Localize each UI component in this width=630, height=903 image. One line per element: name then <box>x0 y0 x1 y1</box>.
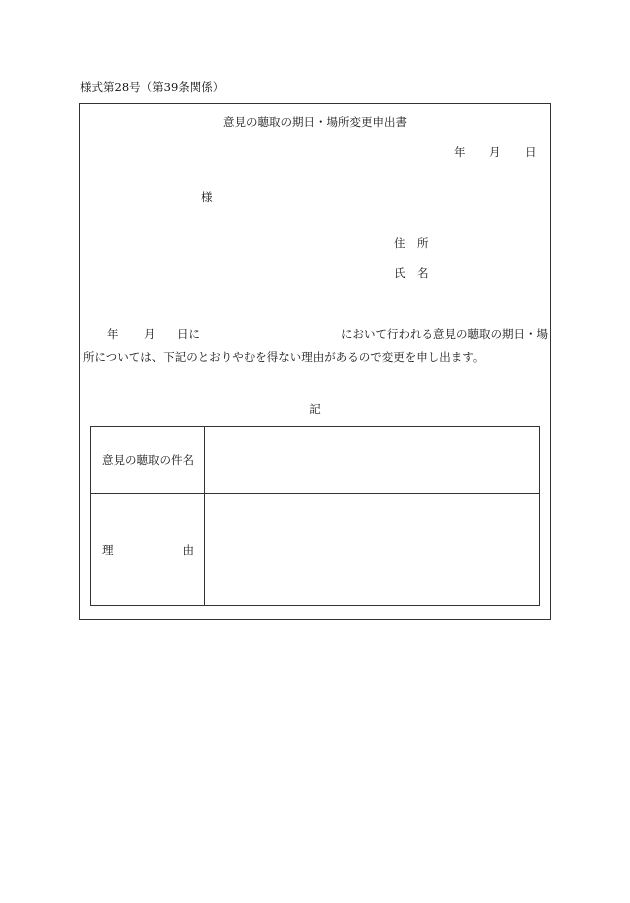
body-text-line-1: において行われる意見の聴取の期日・場 <box>341 327 548 341</box>
body-text-line-2: 所については、下記のとおりやむを得ない理由があるので変更を申し出ます。 <box>83 350 485 364</box>
details-table <box>90 426 540 606</box>
addressee-suffix: 様 <box>201 190 213 204</box>
date-month-label: 月 <box>489 145 501 159</box>
body-year-label: 年 <box>107 327 119 341</box>
reason-label-char-2: 由 <box>182 542 194 557</box>
reason-value-cell <box>205 494 540 606</box>
address-label-char-1: 住 <box>394 236 406 250</box>
date-day-label: 日 <box>525 145 537 159</box>
hearing-name-label-cell <box>91 427 205 494</box>
ki-heading: 記 <box>309 402 321 416</box>
name-label-char-2: 名 <box>417 266 429 280</box>
hearing-name-value-cell <box>205 427 540 494</box>
table-row-reason <box>91 494 540 606</box>
name-label-char-1: 氏 <box>394 266 406 280</box>
address-label-char-2: 所 <box>417 236 429 250</box>
reason-label-char-1: 理 <box>102 542 114 557</box>
date-year-label: 年 <box>454 145 466 159</box>
reason-label <box>91 542 204 558</box>
body-day-label: 日に <box>177 327 200 341</box>
form-number: 様式第28号（第39条関係） <box>80 80 225 94</box>
reason-label-cell <box>91 494 205 606</box>
document-title: 意見の聴取の期日・場所変更申出書 <box>223 115 407 129</box>
table-row-hearing-name <box>91 427 540 494</box>
body-month-label: 月 <box>144 327 156 341</box>
hearing-name-label: 意見の聴取の件名 <box>102 453 194 467</box>
